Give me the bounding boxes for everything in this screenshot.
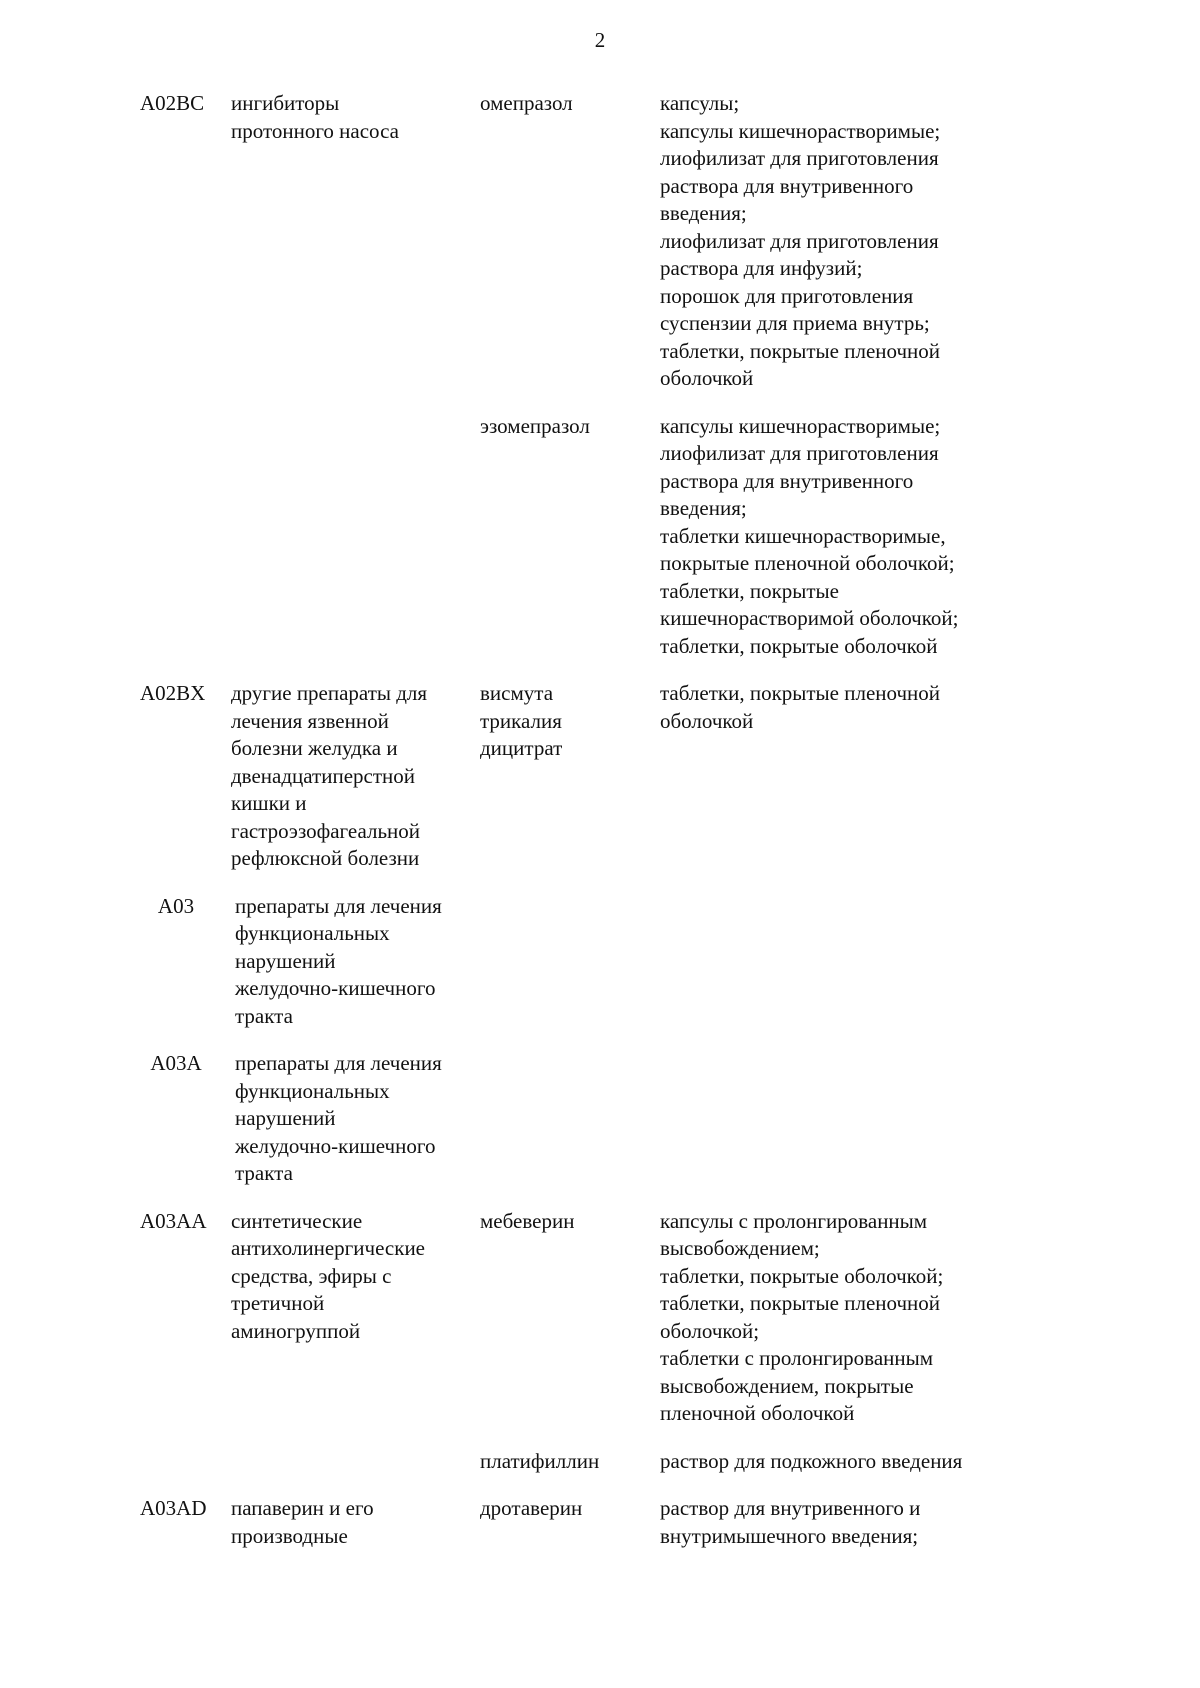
substance-entry [480,1448,1060,1476]
dosage-form-line: таблетки, покрытые оболочкой; [660,1263,944,1288]
dosage-form-line: капсулы; [660,91,740,115]
substance-name: мебеверин [480,1208,575,1233]
dosage-form-line: капсулы кишечнорастворимые; [660,413,941,438]
substance-list [480,680,1060,763]
substance-entry [480,1208,1060,1428]
drug-table [140,90,1060,1570]
dosage-form-line: таблетки, покрытые [660,578,839,603]
substance-list [480,1208,1060,1476]
anatomical-therapeutic-group: папаверин и его производные [230,1496,374,1548]
atc-code: A03 [157,893,195,918]
dosage-forms [660,680,1060,735]
table-row [140,1208,1060,1476]
dosage-form-line: высвобождением, покрытые [660,1373,914,1398]
substance-entry [480,413,1060,661]
anatomical-therapeutic-group: синтетические антихолинергические средства, эфиры с третичной аминогруппой [230,1208,425,1343]
page-number: 2 [594,28,606,52]
dosage-form-line: пленочной оболочкой [660,1401,855,1425]
atc-code: A02BC [140,91,205,115]
dosage-form-line: введения; [660,201,747,225]
anatomical-therapeutic-group: препараты для лечения функциональных нарушений желудочно-кишечного тракта [235,1051,442,1185]
table-row [140,1050,1060,1188]
dosage-forms [660,1208,1060,1428]
dosage-form-line: покрытые пленочной оболочкой; [660,551,955,575]
dosage-form-line: таблетки кишечнорастворимые, [660,523,946,548]
substance-entry [480,1495,1060,1550]
atc-code: A03AA [140,1208,207,1233]
dosage-form-line: оболочкой; [660,1318,760,1343]
dosage-form-line: порошок для приготовления [660,283,914,308]
dosage-form-line: таблетки, покрытые оболочкой [660,633,938,658]
dosage-form-line: оболочкой [660,366,754,390]
dosage-form-line: лиофилизат для приготовления [660,146,939,170]
substance-list [480,90,1060,660]
dosage-form-line: капсулы кишечнорастворимые; [660,118,941,143]
dosage-forms [660,1495,1060,1550]
dosage-form-line: кишечнорастворимой оболочкой; [660,606,959,630]
substance-name: платифиллин [480,1448,600,1473]
anatomical-therapeutic-group: препараты для лечения функциональных нарушений желудочно-кишечного тракта [235,893,442,1028]
substance-name: дротаверин [480,1496,583,1520]
table-row [140,893,1060,1031]
dosage-form-line: капсулы с пролонгированным [660,1208,928,1233]
substance-name: омепразол [480,91,573,115]
table-row [140,90,1060,660]
substance-name: эзомепразол [480,413,590,438]
substance-entry [480,680,1060,763]
substance-name: висмута трикалия дицитрат [480,681,563,760]
dosage-form-line: таблетки, покрытые пленочной [660,1291,941,1315]
substance-entry [480,90,1060,393]
dosage-forms [660,90,1060,393]
atc-code: A02BX [140,681,206,705]
dosage-form-line: лиофилизат для приготовления [660,228,939,253]
anatomical-therapeutic-group: ингибиторы протонного насоса [230,91,399,143]
table-row [140,680,1060,873]
atc-code: A03A [150,1051,202,1075]
dosage-forms [660,1448,1060,1476]
table-row [140,1495,1060,1550]
dosage-form-line: раствор для внутривенного и [660,1496,921,1520]
dosage-form-line: раствора для внутривенного [660,173,914,198]
dosage-form-line: лиофилизат для приготовления [660,441,939,465]
dosage-form-line: раствора для внутривенного [660,468,914,493]
dosage-form-line: введения; [660,496,747,520]
dosage-form-line: высвобождением; [660,1236,820,1260]
substance-list [480,1495,1060,1550]
dosage-form-line: внутримышечного введения; [660,1523,919,1548]
dosage-form-line: таблетки с пролонгированным [660,1346,934,1370]
dosage-form-line: таблетки, покрытые пленочной [660,338,941,363]
atc-code: A03AD [140,1496,207,1520]
dosage-form-line: раствор для подкожного введения [660,1448,963,1473]
anatomical-therapeutic-group: другие препараты для лечения язвенной болезни желудка и двенадцатиперстной кишки и гастроэзофагеальной рефлюксной болезни [230,681,428,870]
dosage-form-line: раствора для инфузий; [660,256,863,280]
dosage-form-line: оболочкой [660,708,754,733]
dosage-form-line: суспензии для приема внутрь; [660,311,930,335]
dosage-form-line: таблетки, покрытые пленочной [660,681,941,705]
dosage-forms [660,413,1060,661]
